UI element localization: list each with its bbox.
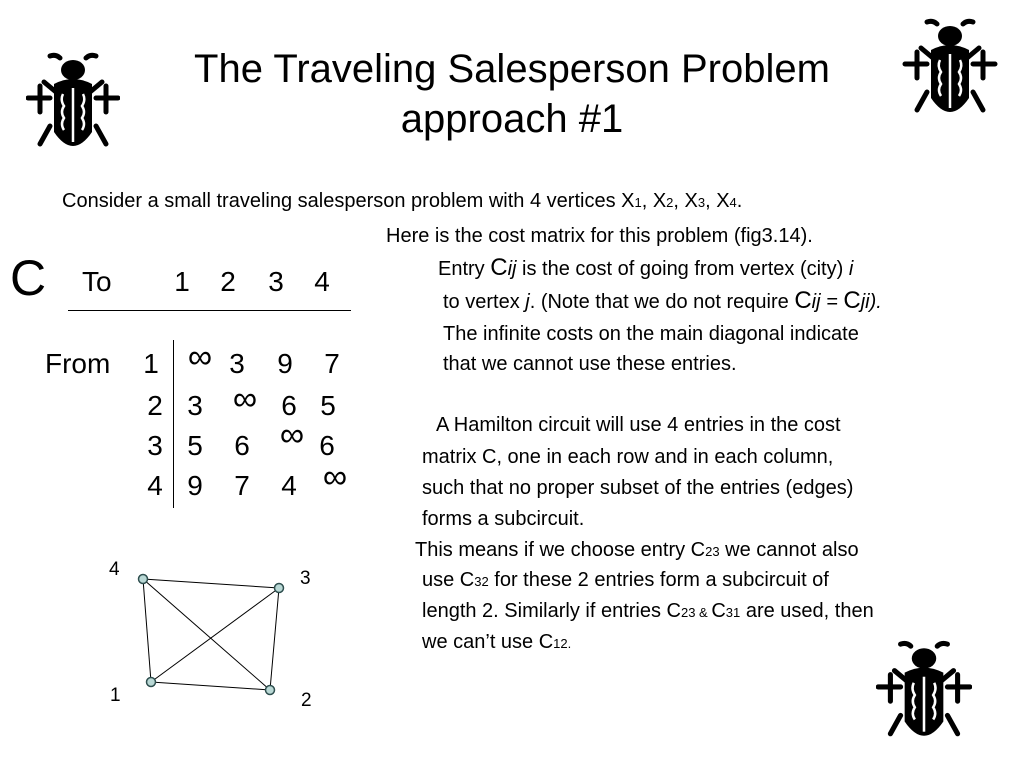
col-header: 4	[314, 266, 330, 297]
means-line: This means if we choose entry C23 we cannot also	[415, 539, 859, 561]
cant-line: we can’t use C12.	[422, 631, 572, 653]
matrix-cell: 9	[277, 348, 293, 379]
hamilton-line-4: forms a subcircuit.	[422, 508, 585, 530]
title-line-1: The Traveling Salesperson Problem	[194, 47, 830, 91]
graph-diagram	[100, 555, 340, 715]
bug-icon	[902, 14, 998, 124]
matrix-cell: 3	[229, 348, 245, 379]
use-line: use C32 for these 2 entries form a subcircuit of	[422, 569, 829, 591]
row-header: 3	[147, 430, 163, 461]
entry-line: Entry Cij is the cost of going from vertex (city) i	[438, 254, 854, 281]
matrix-cell: 6	[281, 390, 297, 421]
graph-node	[266, 686, 275, 695]
from-label: From	[45, 348, 111, 379]
row-header: 2	[147, 390, 163, 421]
graph-node-label: 4	[109, 559, 120, 580]
matrix-cell: 6	[319, 430, 335, 461]
graph-edge	[151, 588, 279, 682]
header-divider	[68, 310, 351, 311]
infinite-line-1: The infinite costs on the main diagonal indicate	[443, 323, 859, 345]
matrix-cell: 7	[234, 470, 250, 501]
graph-node-label: 1	[110, 685, 121, 706]
matrix-cell: 7	[324, 348, 340, 379]
graph-edge	[151, 682, 270, 690]
page-title	[112, 44, 912, 144]
graph-node-label: 2	[301, 690, 312, 711]
graph-node	[147, 678, 156, 687]
col-header: 3	[268, 266, 284, 297]
matrix-cell: ∞	[279, 416, 305, 454]
matrix-cell: 5	[320, 390, 336, 421]
graph-node	[275, 584, 284, 593]
col-header: 1	[174, 266, 190, 297]
row-header: 1	[143, 348, 159, 379]
infinite-line-2: that we cannot use these entries.	[443, 353, 737, 375]
matrix-cell: ∞	[322, 458, 348, 496]
hamilton-line-1: A Hamilton circuit will use 4 entries in the cost	[436, 414, 841, 436]
hamilton-line-2: matrix C, one in each row and in each column,	[422, 446, 834, 468]
matrix-cell: 4	[281, 470, 297, 501]
graph-edge	[143, 579, 151, 682]
graph-edge	[143, 579, 279, 588]
col-header: 2	[220, 266, 236, 297]
length-line: length 2. Similarly if entries C23 & C31 are used, then	[422, 600, 874, 622]
hamilton-line-3: such that no proper subset of the entries (edges)	[422, 477, 854, 499]
graph-node	[139, 575, 148, 584]
matrix-cell: ∞	[187, 338, 213, 376]
to-label: To	[82, 266, 112, 297]
matrix-cell: 3	[187, 390, 203, 421]
row-header: 4	[147, 470, 163, 501]
bug-icon	[876, 636, 972, 748]
matrix-cell: 6	[234, 430, 250, 461]
matrix-cell: ∞	[232, 380, 258, 418]
to-vertex-line: to vertex j. (Note that we do not require Cij = Cji).	[443, 287, 882, 314]
title-line-2: approach #1	[400, 97, 624, 141]
graph-node-label: 3	[300, 568, 311, 589]
matrix-label: C	[10, 250, 47, 306]
matrix-cell: 9	[187, 470, 203, 501]
row-header-divider	[173, 340, 174, 508]
graph-edge	[270, 588, 279, 690]
bug-icon	[26, 48, 120, 158]
matrix-cell: 5	[187, 430, 203, 461]
consider-line: Consider a small traveling salesperson problem with 4 vertices X1, X2, X3, X4.	[62, 190, 743, 212]
here-line: Here is the cost matrix for this problem (fig3.14).	[386, 225, 813, 247]
